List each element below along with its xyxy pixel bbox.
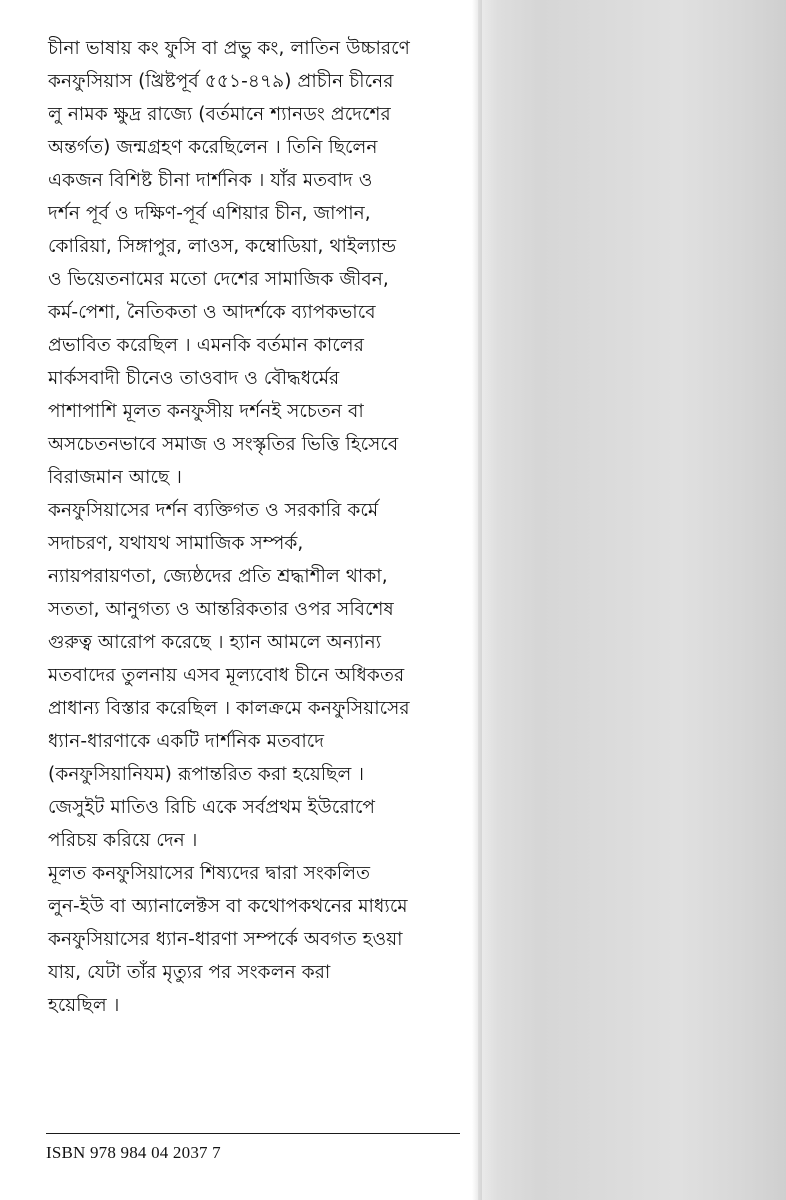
paragraph-2: [48, 494, 488, 857]
text-line: লু নামক ক্ষুদ্র রাজ্যে (বর্তমানে শ্যানডং প্রদেশের: [48, 104, 391, 125]
text-line: বিরাজমান আছে ।: [48, 467, 182, 488]
text-line: কনফুসিয়াসের দর্শন ব্যক্তিগত ও সরকারি কর্মে: [48, 500, 379, 521]
text-line: সততা, আনুগত্য ও আন্তরিকতার ওপর সবিশেষ: [48, 599, 394, 620]
paragraph-1: [48, 32, 488, 494]
text-line: প্রাধান্য বিস্তার করেছিল । কালক্রমে কনফুসিয়াসের: [48, 698, 410, 719]
text-line: ও ভিয়েতনামের মতো দেশের সামাজিক জীবন,: [48, 269, 389, 290]
text-line: গুরুত্ব আরোপ করেছে । হ্যান আমলে অন্যান্য: [48, 632, 382, 653]
text-line: সদাচরণ, যথাযথ সামাজিক সম্পর্ক,: [48, 533, 304, 554]
text-line: (কনফুসিয়ানিযম) রূপান্তরিত করা হয়েছিল ।: [48, 764, 365, 785]
text-line: যায়, যেটা তাঁর মৃত্যুর পর সংকলন করা: [48, 962, 331, 983]
text-line: পাশাপাশি মূলত কনফুসীয় দর্শনই সচেতন বা: [48, 401, 364, 422]
text-line: মার্কসবাদী চীনেও তাওবাদ ও বৌদ্ধধর্মের: [48, 368, 340, 389]
text-line: কোরিয়া, সিঙ্গাপুর, লাওস, কম্বোডিয়া, থাইল্যান্ড: [48, 236, 397, 257]
text-line: পরিচয় করিয়ে দেন ।: [48, 830, 198, 851]
isbn-divider-rule: [46, 1133, 460, 1134]
blurb-text: [48, 32, 488, 1022]
text-line: হয়েছিল ।: [48, 995, 120, 1016]
text-line: অসচেতনভাবে সমাজ ও সংস্কৃতির ভিত্তি হিসেবে: [48, 434, 399, 455]
text-line: মতবাদের তুলনায় এসব মূল্যবোধ চীনে অধিকতর: [48, 665, 405, 686]
text-line: কনফুসিয়াসের ধ্যান-ধারণা সম্পর্কে অবগত হওয়া: [48, 929, 403, 950]
text-line: চীনা ভাষায় কং ফুসি বা প্রভু কং, লাতিন উচ্চারণে: [48, 38, 410, 59]
text-line: ন্যায়পরায়ণতা, জ্যেষ্ঠদের প্রতি শ্রদ্ধাশীল থাকা,: [48, 566, 388, 587]
text-line: জেসুইট মাতিও রিচি একে সর্বপ্রথম ইউরোপে: [48, 797, 376, 818]
isbn-text: ISBN 978 984 04 2037 7: [46, 1143, 221, 1162]
text-line: দর্শন পূর্ব ও দক্ষিণ-পূর্ব এশিয়ার চীন, জাপান,: [48, 203, 371, 224]
text-line: কর্ম-পেশা, নৈতিকতা ও আদর্শকে ব্যাপকভাবে: [48, 302, 376, 323]
text-line: প্রভাবিত করেছিল । এমনকি বর্তমান কালের: [48, 335, 364, 356]
spine-shadow: [478, 0, 786, 1200]
text-line: লুন-ইউ বা অ্যানালেক্টস বা কথোপকথনের মাধ্যমে: [48, 896, 408, 917]
text-line: মূলত কনফুসিয়াসের শিষ্যদের দ্বারা সংকলিত: [48, 863, 371, 884]
text-line: অন্তর্গত) জন্মগ্রহণ করেছিলেন । তিনি ছিলেন: [48, 137, 378, 158]
paragraph-3: [48, 857, 488, 1022]
text-line: কনফুসিয়াস (খ্রিষ্টপূর্ব ৫৫১-৪৭৯) প্রাচীন চীনের: [48, 71, 394, 92]
text-line: একজন বিশিষ্ট চীনা দার্শনিক । যাঁর মতবাদ ও: [48, 170, 373, 191]
text-line: ধ্যান-ধারণাকে একটি দার্শনিক মতবাদে: [48, 731, 325, 752]
